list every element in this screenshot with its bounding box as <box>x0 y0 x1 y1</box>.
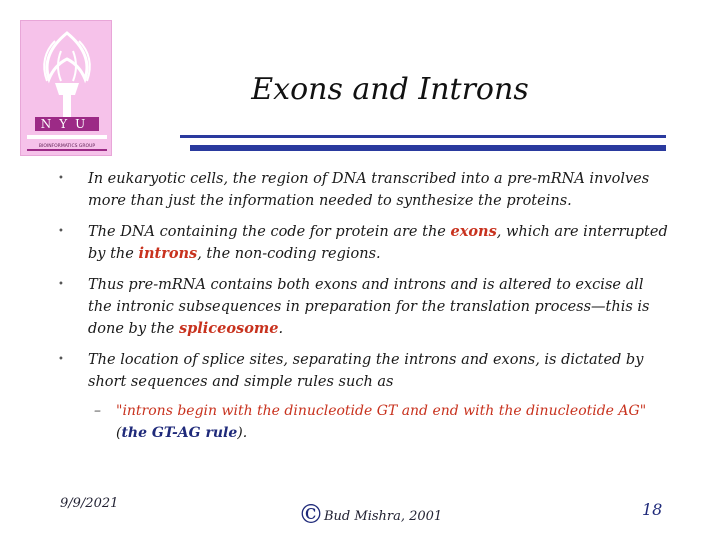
copyright-icon: © <box>298 500 324 530</box>
bullet-text: The location of splice sites, separating the introns and exons, is dictated by short sequences and simple rules such as <box>88 352 644 390</box>
bullet-text: , which are interrupted by the <box>88 224 668 262</box>
gt-ag-rule-name: the GT-AG rule <box>121 425 238 441</box>
dash-icon: – <box>94 403 101 419</box>
svg-text:BIOINFORMATICS GROUP: BIOINFORMATICS GROUP <box>38 144 96 149</box>
svg-text:NYU: NYU <box>40 117 94 131</box>
bullet-item <box>58 168 668 212</box>
sub-text: ). <box>237 425 248 441</box>
gt-ag-quote: "introns begin with the dinucleotide GT and end with the dinucleotide AG" <box>116 403 647 419</box>
bullet-text: . <box>278 321 284 337</box>
bullet-dot-icon: • <box>58 173 64 184</box>
bullet-dot-icon: • <box>58 226 64 237</box>
footer-copyright <box>298 500 442 530</box>
sub-text: ( <box>116 425 122 441</box>
bullet-item <box>58 349 668 393</box>
bullet-list <box>58 168 668 444</box>
title-rule-thin <box>180 135 666 138</box>
term-exons: exons <box>450 223 497 240</box>
bullet-text: The DNA containing the code for protein are the <box>88 224 451 240</box>
page-number: 18 <box>642 500 663 519</box>
bullet-item <box>58 221 668 265</box>
title-rule-thick <box>190 145 666 151</box>
sub-bullet-item <box>58 400 668 444</box>
footer-date: 9/9/2021 <box>60 496 119 511</box>
bullet-text: Thus pre-mRNA contains both exons and introns and is altered to excise all the intronic subsequences in preparation for the translation process—this is done by the <box>88 277 650 337</box>
bullet-dot-icon: • <box>58 279 64 290</box>
term-introns: introns <box>138 245 198 262</box>
slide-title: Exons and Introns <box>251 72 529 107</box>
bullet-item <box>58 274 668 340</box>
term-spliceosome: spliceosome <box>178 320 279 337</box>
nyu-logo <box>20 20 112 156</box>
torch-logo-icon <box>21 21 113 157</box>
bullet-text: In eukaryotic cells, the region of DNA transcribed into a pre-mRNA involves more than just the information needed to synthesize the proteins. <box>88 171 650 209</box>
bullet-dot-icon: • <box>58 354 64 365</box>
bullet-text: , the non-coding regions. <box>197 246 381 262</box>
footer-author: Bud Mishra, 2001 <box>324 509 443 524</box>
